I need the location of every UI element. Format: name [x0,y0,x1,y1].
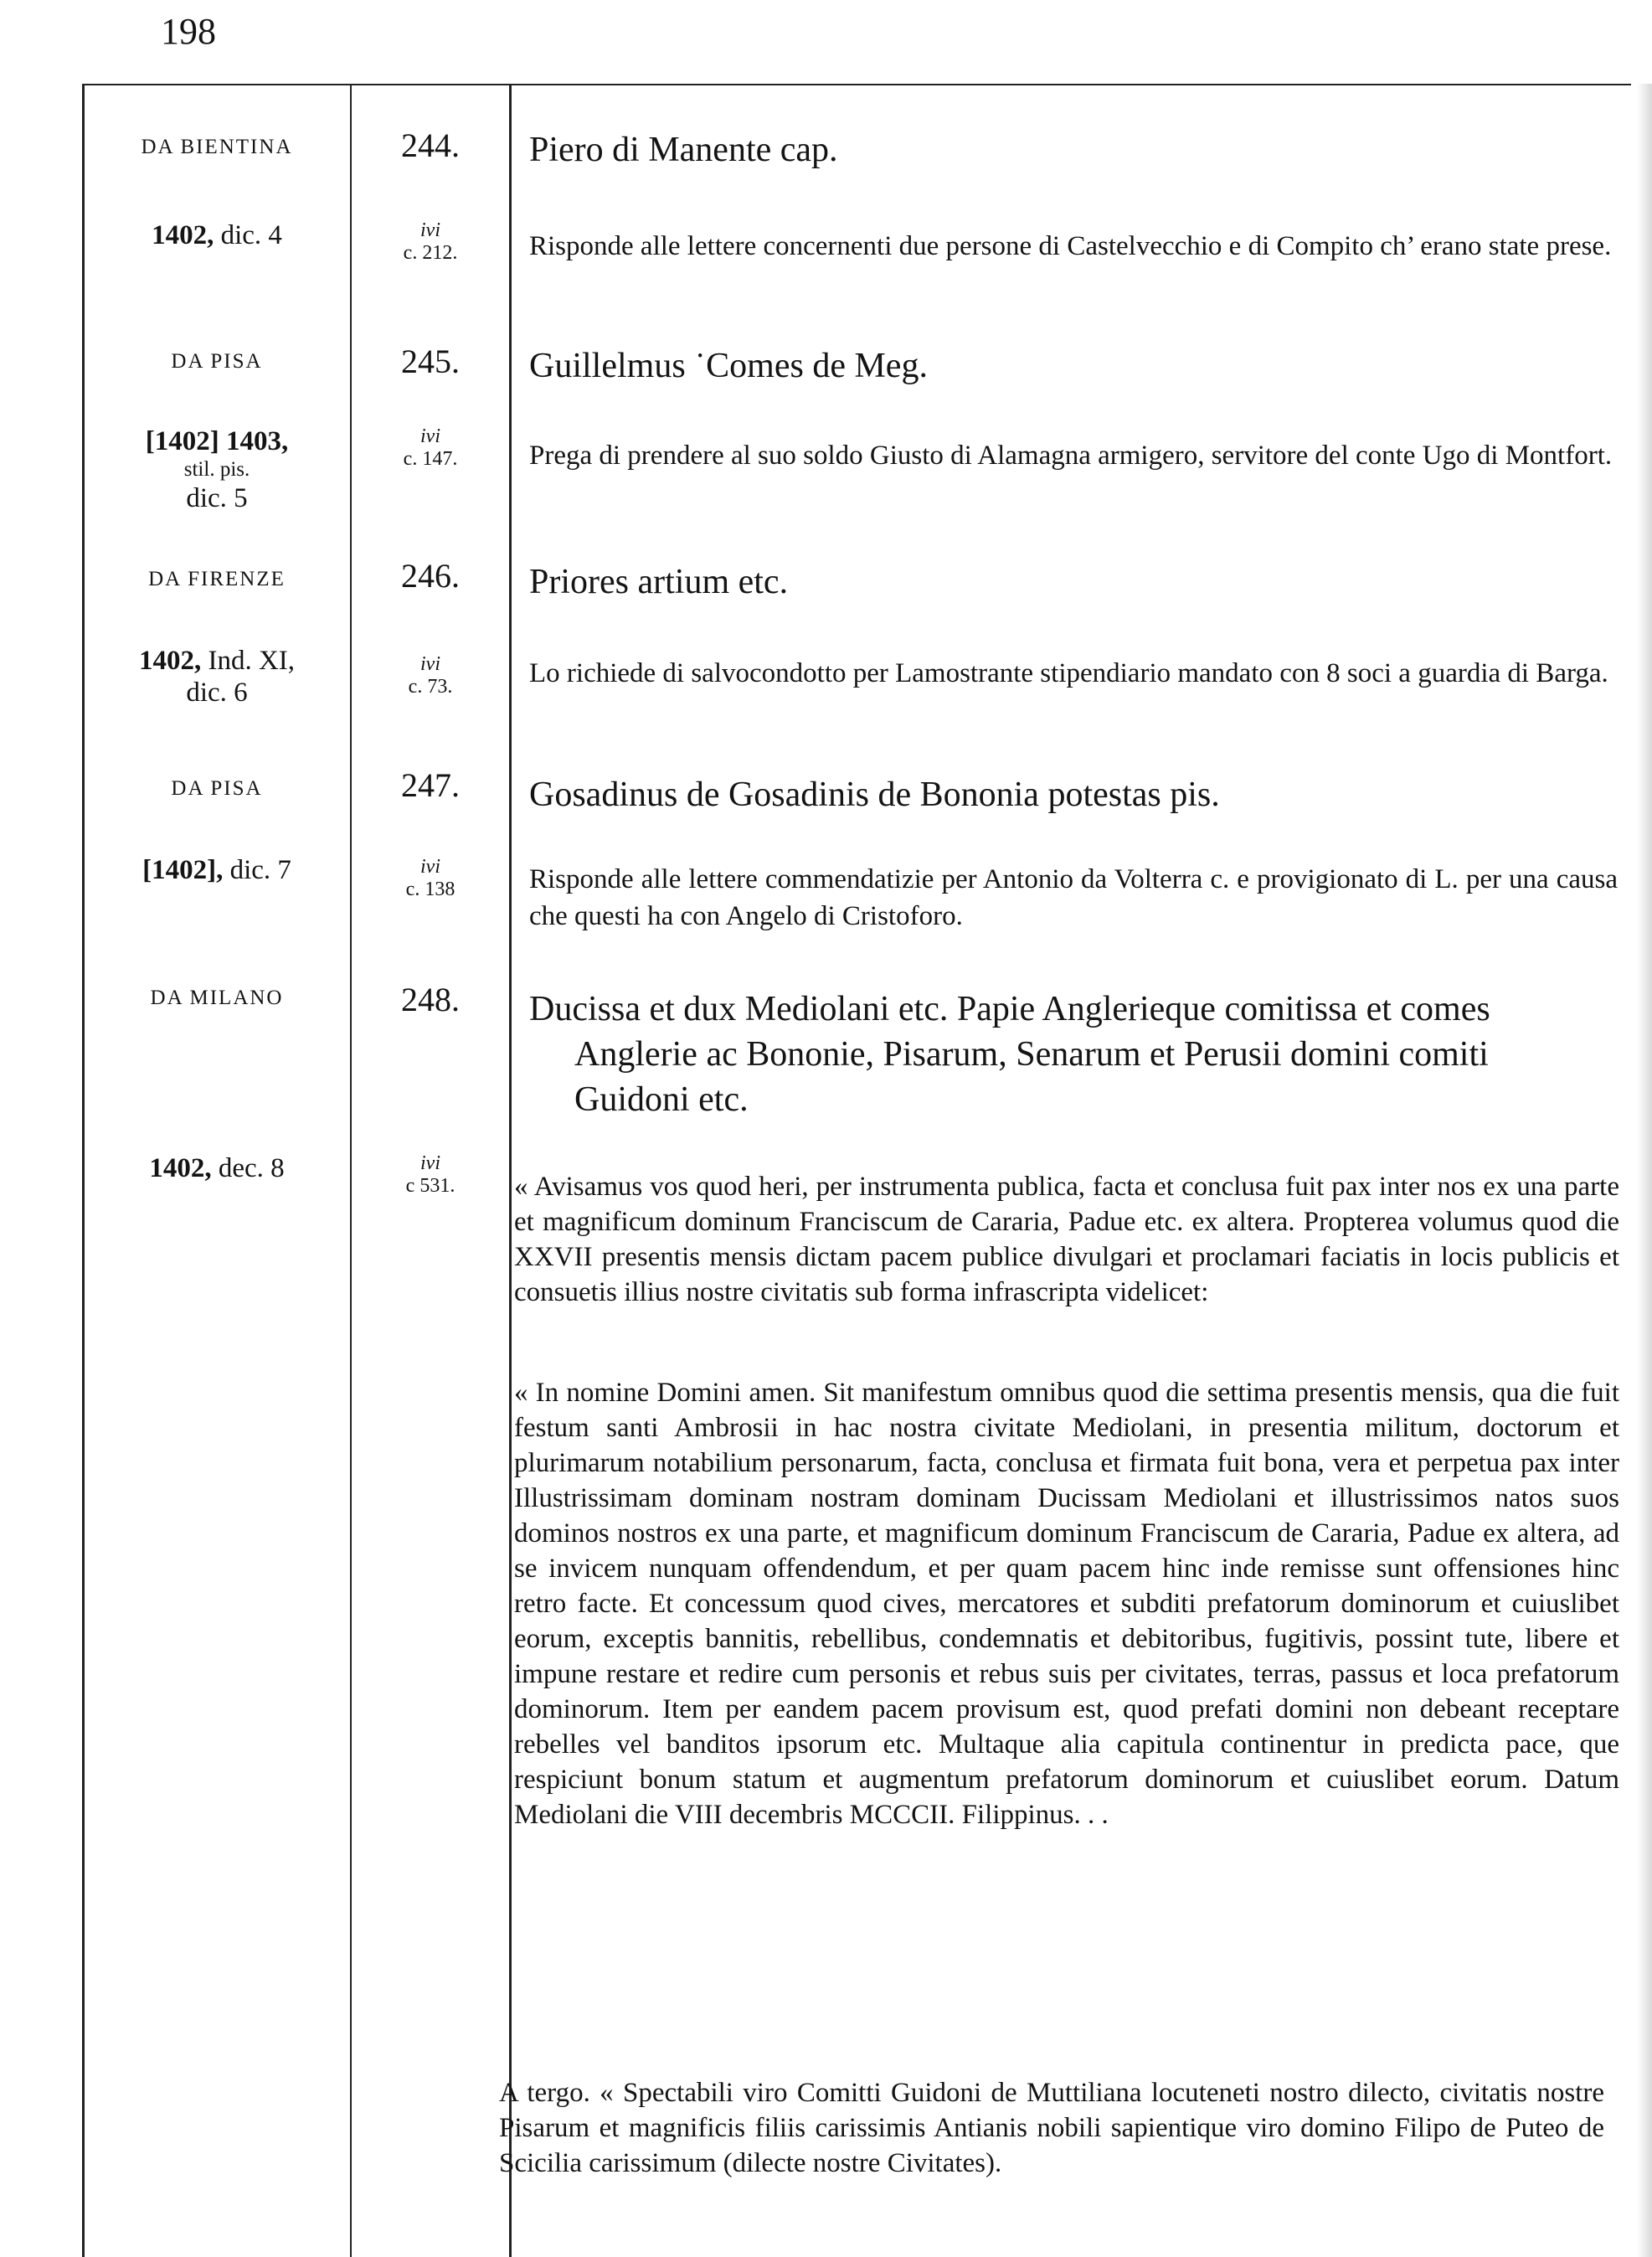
entry-date-year: 1402, [152,220,214,250]
entry-date [84,854,350,886]
entry-origin: DA BIENTINA [141,136,293,158]
letter-paragraph-2: « In nomine Domini amen. Sit manifestum omnibus quod die settima presentis mensis, qua die fuit festum santi Ambrosii in hac nostra civitate Mediolani, in presentia militum, doctorum et plurimarum notabilium personarum, facta, conclusa et firmata fuit bona, vera et perpetua pax inter Illustrissimam dominam nostram dominam Ducissam Mediolani et illustrissimos natos suos dominos nostros ex una parte, et magnificum dominum Franciscum de Cararia, Padue ex altera, ad se invicem nunquam offendendum, et per quam pacem hinc inde remisse sunt offensiones hinc retro facte. Et concessum quod cives, mercatores et subditi prefatorum dominorum et cuiuslibet eorum, exceptis bannitis, rebellibus, condemnatis et debitoribus, fugitivis, possint tute, libere et impune restare et redire cum personis et rebus suis per civitates, terras, passus et loca prefatorum dominorum. Item per eandem pacem provisum est, quod prefati domini non debeant receptare rebelles vel banditos ipsorum etc. Multaque alia capitula continentur in predicta pace, que respiciunt bonum statum et augmentum prefatorum dominorum et cuiuslibet eorum. Datum Mediolani die VIII decembris MCCCII. Filippinus. . . [514,1378,1619,1830]
entry-sender: Gosadinus de Gosadinis de Bononia potestas pis. [529,776,1220,814]
letter-paragraph-1: « Avisamus vos quod heri, per instrumenta publica, facta et conclusa fuit pax inter nos ex una parte et magnificum dominum Franciscum de Cararia, Padue etc. ex altera. Propterea volumus quod die XXVII presentis mensis dictam pacem publice divulgari et proclamari faciatis in locis publicis et consuetis illius nostre civitatis sub forma infrascripta videlicet: [514,1172,1619,1307]
entry-ref-carta: c. 212. [403,242,458,264]
entry-date [84,1152,350,1184]
entry-number: 247. [401,766,460,804]
entry-sender: Priores artium etc. [529,563,789,601]
entry-summary: Risponde alle lettere concernenti due persone di Castelvecchio e di Compito ch’ erano state prese. [529,231,1612,261]
entry-date-extra: stil. pis. [183,458,250,481]
entry-number: 244. [401,126,460,164]
entry-origin: DA PISA [171,777,263,800]
entry-ref-carta: c. 138 [405,879,455,900]
entry-date-year: [1402], [142,855,224,885]
entry-sender-line2: Anglerie ac Bononie, Pisarum, Senarum et Perusii domini comiti [574,1035,1489,1074]
entry-origin: DA MILANO [150,987,284,1009]
top-rule [82,84,1631,85]
entry-reference [352,425,509,471]
entry-date [84,219,350,251]
entry-ref-ivi: ivi [420,1152,440,1174]
entry-summary: Lo richiede di salvocondotto per Lamostrante stipendiario mandato con 8 soci a guardia di Barga. [529,658,1608,688]
entry-reference [352,219,509,265]
entry-date-rest: dic. 5 [186,483,248,513]
letter-paragraph-3: A tergo. « Spectabili viro Comitti Guidoni de Muttiliana locuteneti nostro dilecto, civitatis nostre Pisarum et magnificis filiis carissimis Antianis nobili sapientique viro domino Filipo de Puteo de Scicilia carissimum (dilecte nostre Civitates). [499,2078,1604,2178]
entry-date-rest: dic. 4 [220,220,282,250]
entry-number: 246. [401,557,460,595]
column-divider-number [509,84,512,2257]
entry-sender-line1: Ducissa et dux Mediolani etc. Papie Anglerieque comitissa et comes [529,990,1490,1028]
entry-number: 245. [401,343,460,380]
entry-origin: DA FIRENZE [148,568,286,590]
entry-date-extra: dic. 6 [186,678,248,708]
entry-ref-ivi: ivi [420,219,440,241]
entry-ref-carta: c. 73. [408,676,453,698]
entry-date-year: [1402] 1403, [145,426,289,456]
entry-date [84,425,350,514]
entry-date-rest: dec. 8 [218,1153,285,1183]
entry-summary: Prega di prendere al suo soldo Giusto di Alamagna armigero, servitore del conte Ugo di Montfort. [529,441,1613,471]
entry-ref-carta: c. 147. [403,448,458,470]
entry-summary: Risponde alle lettere commendatizie per Antonio da Volterra c. e provigionato di L. per una causa che questi ha con Angelo di Cristoforo. [529,864,1618,931]
entry-date-year: 1402, [138,646,202,676]
entry-date [84,645,350,709]
entry-reference [352,856,509,901]
entry-date-rest: dic. 7 [229,855,291,885]
entry-sender: Guillelmus ˙Comes de Meg. [529,347,928,385]
entry-sender: Piero di Manente cap. [529,131,838,169]
entry-ref-carta: c 531. [405,1175,455,1197]
entry-reference [352,653,509,698]
page-edge-shadow [1637,84,1652,2257]
entry-number: 248. [401,981,460,1018]
entry-ref-ivi: ivi [420,425,440,447]
entry-date-rest: Ind. XI, [208,646,296,676]
entry-sender [529,987,1618,1122]
page-number: 198 [161,11,216,52]
entry-reference [352,1152,509,1198]
entry-origin: DA PISA [171,350,263,373]
entry-sender-line3: Guidoni etc. [574,1080,749,1119]
entry-ref-ivi: ivi [420,856,440,878]
entry-ref-ivi: ivi [420,653,440,675]
entry-date-year: 1402, [149,1153,212,1183]
